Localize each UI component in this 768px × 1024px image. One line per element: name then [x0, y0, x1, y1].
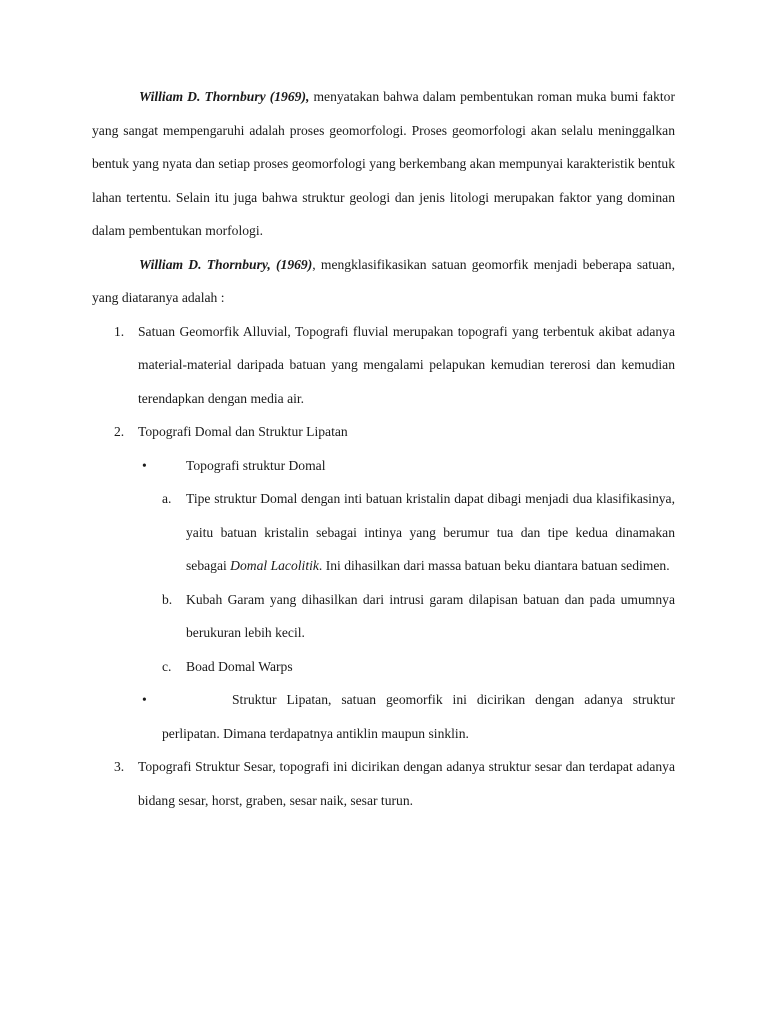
list-marker: 3.	[114, 759, 125, 774]
list-item-text: Topografi Struktur Sesar, topografi ini dicirikan dengan adanya struktur sesar dan terdapat adanya bidang sesar, horst, graben, sesar naik, sesar turun.	[138, 759, 675, 808]
bullet-item-domal	[92, 449, 675, 483]
list-item-3	[92, 750, 675, 817]
author-citation: William D. Thornbury (1969),	[139, 89, 310, 104]
sub-text: Boad Domal Warps	[186, 658, 293, 674]
sub-text: Tipe struktur Domal dengan inti batuan kristalin dapat dibagi menjadi dua klasifikasinya, yaitu batuan kristalin sebagai intinya yang berumur tua dan tipe kedua dinamakan sebagai	[186, 491, 675, 573]
bullet-text: Struktur Lipatan, satuan geomorfik ini dicirikan dengan adanya struktur perlipatan. Dimana terdapatnya antiklin maupun sinklin.	[162, 692, 675, 741]
document-page	[92, 80, 675, 817]
list-item-1	[92, 315, 675, 416]
bullet-item-lipatan	[92, 683, 675, 750]
sub-marker: c.	[162, 658, 172, 674]
bullet-marker: •	[142, 457, 147, 473]
bullet-text: Topografi struktur Domal	[186, 457, 326, 473]
sub-text-after: . Ini dihasilkan dari massa batuan beku diantara batuan sedimen.	[318, 558, 670, 573]
paragraph-text: menyatakan bahwa dalam pembentukan roman muka bumi faktor yang sangat mempengaruhi adalah proses geomorfologi. Proses geomorfologi akan selalu meninggalkan bentuk yang nyata dan setiap proses geomorfologi yang berkembang akan mempunyai karakteristik bentuk lahan tertentu. Selain itu juga bahwa struktur geologi dan jenis litologi merupakan faktor yang dominan dalam pembentukan morfologi.	[92, 89, 675, 238]
sub-marker: a.	[162, 491, 172, 506]
sub-text: Kubah Garam yang dihasilkan dari intrusi garam dilapisan batuan dan pada umumnya berukuran lebih kecil.	[186, 591, 675, 640]
author-citation: William D. Thornbury, (1969)	[139, 256, 313, 272]
sub-item-a	[92, 482, 675, 583]
sub-item-c	[92, 650, 675, 684]
paragraph-intro	[92, 80, 675, 248]
list-item-text: Topografi Domal dan Struktur Lipatan	[138, 424, 348, 439]
italic-term: Domal Lacolitik	[230, 558, 319, 573]
list-item-2	[92, 415, 675, 449]
sub-item-b	[92, 583, 675, 650]
list-marker: 2.	[114, 424, 125, 439]
paragraph-text: , mengklasifikasikan satuan geomorfik menjadi beberapa satuan, yang diataranya adalah :	[92, 256, 675, 305]
bullet-marker: •	[142, 692, 147, 707]
sub-marker: b.	[162, 591, 173, 607]
list-item-text: Satuan Geomorfik Alluvial, Topografi fluvial merupakan topografi yang terbentuk akibat adanya material-material daripada batuan yang mengalami pelapukan kemudian tererosi dan kemudian terendapkan dengan media air.	[138, 323, 675, 406]
paragraph-classification	[92, 248, 675, 315]
list-marker: 1.	[114, 323, 125, 339]
